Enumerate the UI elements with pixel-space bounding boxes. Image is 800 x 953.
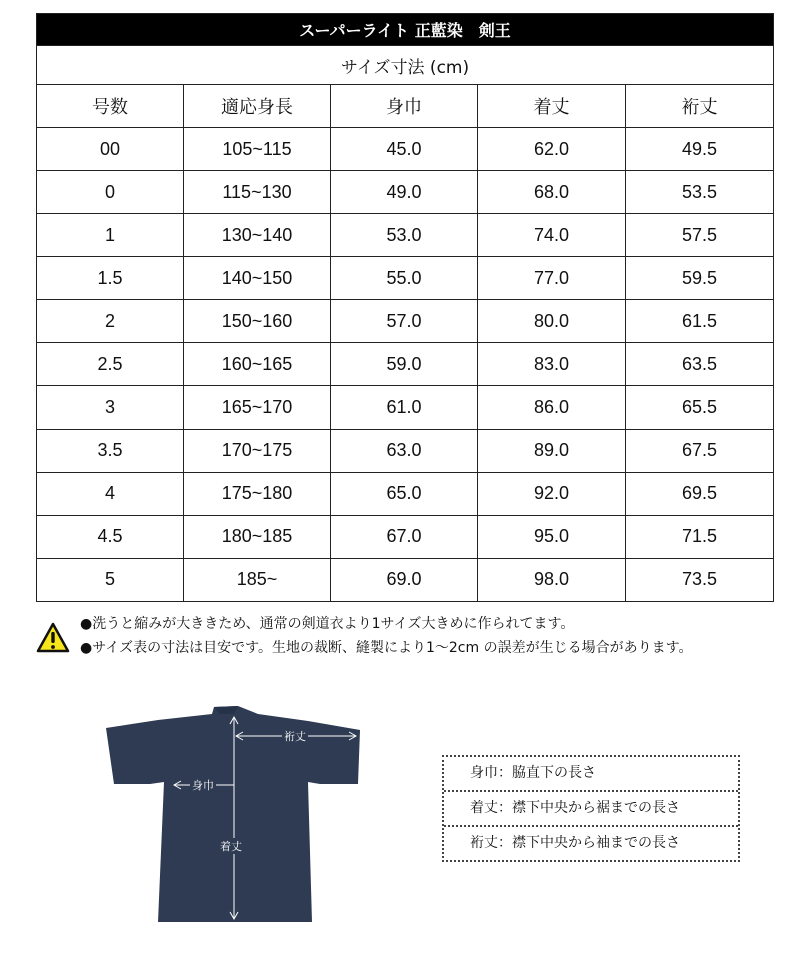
col-header-mihaba: 身巾 xyxy=(331,85,478,128)
table-cell: 53.0 xyxy=(331,214,478,257)
diagram-label-mihaba: 身巾 xyxy=(192,779,214,792)
table-cell: 69.0 xyxy=(331,558,478,601)
table-cell: 49.0 xyxy=(331,171,478,214)
table-row xyxy=(37,472,774,515)
table-cell: 59.0 xyxy=(331,343,478,386)
table-cell: 89.0 xyxy=(478,429,626,472)
table-cell: 98.0 xyxy=(478,558,626,601)
table-cell: 1 xyxy=(37,214,184,257)
table-cell: 4 xyxy=(37,472,184,515)
legend-yukitake: 裄丈：襟下中央から袖までの長さ xyxy=(470,835,680,851)
table-cell: 165~170 xyxy=(184,386,331,429)
table-row xyxy=(37,214,774,257)
col-header-height: 適応身長 xyxy=(184,85,331,128)
table-cell: 71.5 xyxy=(626,515,774,558)
table-row xyxy=(37,429,774,472)
notes-section xyxy=(36,612,796,660)
table-cell: 150~160 xyxy=(184,300,331,343)
table-row xyxy=(37,171,774,214)
table-cell: 65.5 xyxy=(626,386,774,429)
table-cell: 74.0 xyxy=(478,214,626,257)
table-cell: 170~175 xyxy=(184,429,331,472)
garment-diagram xyxy=(106,700,368,930)
table-row xyxy=(37,558,774,601)
table-cell: 00 xyxy=(37,128,184,171)
table-cell: 62.0 xyxy=(478,128,626,171)
table-cell: 92.0 xyxy=(478,472,626,515)
col-header-gousuu: 号数 xyxy=(37,85,184,128)
table-row xyxy=(37,386,774,429)
table-cell: 140~150 xyxy=(184,257,331,300)
table-cell: 1.5 xyxy=(37,257,184,300)
table-cell: 59.5 xyxy=(626,257,774,300)
table-cell: 45.0 xyxy=(331,128,478,171)
note-shrink: ●洗うと縮みが大ききため、通常の剣道衣より1サイズ大きめに作られてます。 xyxy=(80,616,575,632)
table-cell: 65.0 xyxy=(331,472,478,515)
col-header-yukitake: 裄丈 xyxy=(626,85,774,128)
legend-kitake: 着丈：襟下中央から裾までの長さ xyxy=(444,792,738,827)
table-cell: 73.5 xyxy=(626,558,774,601)
col-header-kitake: 着丈 xyxy=(478,85,626,128)
table-cell: 115~130 xyxy=(184,171,331,214)
table-cell: 160~165 xyxy=(184,343,331,386)
measurement-legend xyxy=(442,755,740,862)
garment-shape xyxy=(106,706,360,922)
table-cell: 2.5 xyxy=(37,343,184,386)
table-cell: 61.0 xyxy=(331,386,478,429)
table-cell: 5 xyxy=(37,558,184,601)
table-title: スーパーライト 正藍染 剣王 xyxy=(37,14,774,46)
table-cell: 105~115 xyxy=(184,128,331,171)
table-cell: 3 xyxy=(37,386,184,429)
table-cell: 55.0 xyxy=(331,257,478,300)
table-cell: 77.0 xyxy=(478,257,626,300)
table-row xyxy=(37,128,774,171)
diagram-label-kitake: 着丈 xyxy=(220,840,242,853)
warning-triangle-icon xyxy=(36,622,70,654)
table-cell: 0 xyxy=(37,171,184,214)
table-cell: 67.5 xyxy=(626,429,774,472)
table-row xyxy=(37,300,774,343)
table-cell: 180~185 xyxy=(184,515,331,558)
table-cell: 80.0 xyxy=(478,300,626,343)
table-cell: 67.0 xyxy=(331,515,478,558)
table-row xyxy=(37,515,774,558)
table-row xyxy=(37,343,774,386)
legend-mihaba: 身巾：脇直下の長さ xyxy=(444,757,738,792)
table-cell: 3.5 xyxy=(37,429,184,472)
kendogi-illustration xyxy=(106,700,368,930)
table-cell: 63.0 xyxy=(331,429,478,472)
diagram-label-yukitake: 裄丈 xyxy=(284,730,306,743)
table-cell: 53.5 xyxy=(626,171,774,214)
note-tolerance: ●サイズ表の寸法は目安です。生地の裁断、縫製により1～2cm の誤差が生じる場合があります。 xyxy=(80,640,693,656)
table-cell: 49.5 xyxy=(626,128,774,171)
table-cell: 95.0 xyxy=(478,515,626,558)
table-cell: 2 xyxy=(37,300,184,343)
table-cell: 4.5 xyxy=(37,515,184,558)
table-cell: 63.5 xyxy=(626,343,774,386)
table-cell: 57.5 xyxy=(626,214,774,257)
table-cell: 83.0 xyxy=(478,343,626,386)
table-cell: 57.0 xyxy=(331,300,478,343)
table-cell: 61.5 xyxy=(626,300,774,343)
size-table xyxy=(36,13,774,602)
table-row xyxy=(37,257,774,300)
table-cell: 68.0 xyxy=(478,171,626,214)
table-cell: 130~140 xyxy=(184,214,331,257)
table-subtitle: サイズ寸法 (cm) xyxy=(37,46,774,85)
table-cell: 175~180 xyxy=(184,472,331,515)
table-body xyxy=(37,128,774,602)
table-cell: 69.5 xyxy=(626,472,774,515)
table-cell: 86.0 xyxy=(478,386,626,429)
table-cell: 185~ xyxy=(184,558,331,601)
